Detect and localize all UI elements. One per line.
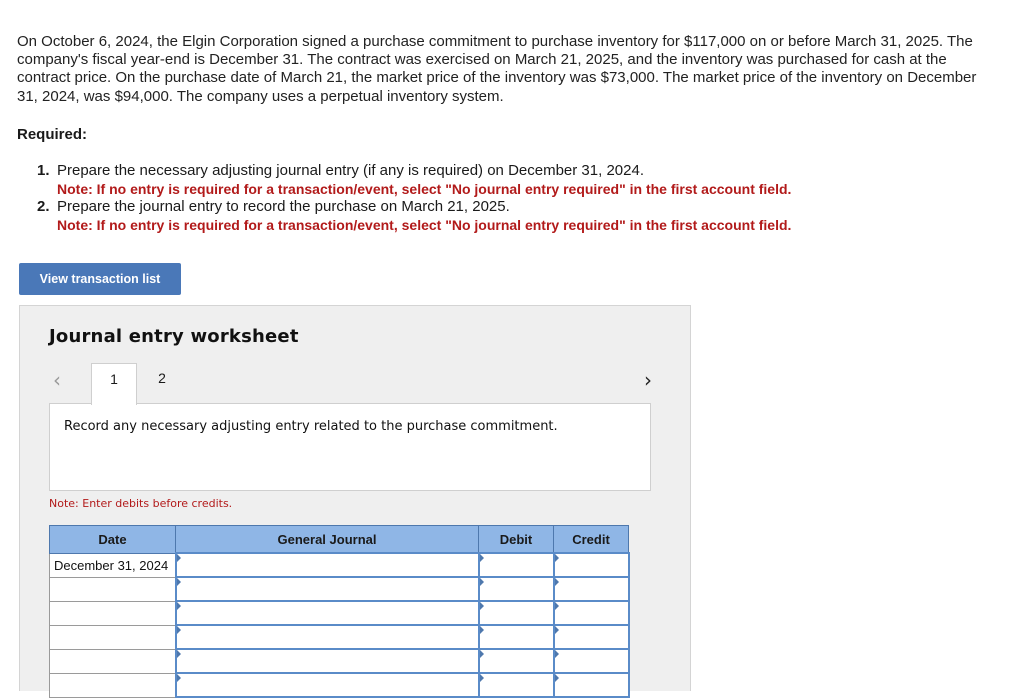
date-cell xyxy=(50,601,176,625)
journal-table xyxy=(49,525,630,698)
requirement-number: 2. xyxy=(37,198,50,215)
credit-input[interactable] xyxy=(554,577,629,601)
chevron-right-icon[interactable]: › xyxy=(644,368,652,392)
requirement-note: Note: If no entry is required for a transaction/event, select "No journal entry required" in the first account field. xyxy=(57,181,792,197)
table-row xyxy=(50,673,629,697)
date-cell xyxy=(50,625,176,649)
debit-input[interactable] xyxy=(479,673,554,697)
required-heading: Required: xyxy=(17,126,88,143)
instruction-box xyxy=(49,403,651,491)
account-input[interactable] xyxy=(176,577,479,601)
debit-input[interactable] xyxy=(479,625,554,649)
debit-input[interactable] xyxy=(479,553,554,577)
credit-input[interactable] xyxy=(554,649,629,673)
table-row xyxy=(50,601,629,625)
credit-input[interactable] xyxy=(554,601,629,625)
table-row xyxy=(50,625,629,649)
chevron-left-icon[interactable]: ‹ xyxy=(53,368,61,392)
credit-input[interactable] xyxy=(554,553,629,577)
debit-input[interactable] xyxy=(479,601,554,625)
credit-input[interactable] xyxy=(554,673,629,697)
debit-input[interactable] xyxy=(479,649,554,673)
date-cell xyxy=(50,673,176,697)
account-input[interactable] xyxy=(176,649,479,673)
requirements-list xyxy=(37,162,917,234)
requirement-1 xyxy=(37,162,917,198)
table-row xyxy=(50,553,629,577)
credit-input[interactable] xyxy=(554,625,629,649)
debit-header: Debit xyxy=(479,526,554,554)
date-cell: December 31, 2024 xyxy=(50,553,176,577)
tab-1[interactable]: 1 xyxy=(91,363,137,405)
instruction-text: Record any necessary adjusting entry related to the purchase commitment. xyxy=(64,419,558,434)
account-input[interactable] xyxy=(176,625,479,649)
account-input[interactable] xyxy=(176,553,479,577)
table-row xyxy=(50,649,629,673)
general-journal-header: General Journal xyxy=(176,526,479,554)
date-cell xyxy=(50,649,176,673)
worksheet-title: Journal entry worksheet xyxy=(49,326,299,347)
requirement-2 xyxy=(37,198,917,234)
table-row xyxy=(50,577,629,601)
debit-input[interactable] xyxy=(479,577,554,601)
view-transaction-list-button[interactable]: View transaction list xyxy=(19,263,181,295)
requirement-text: Prepare the necessary adjusting journal entry (if any is required) on December 31, 2024. xyxy=(57,162,644,179)
date-header: Date xyxy=(50,526,176,554)
problem-statement: On October 6, 2024, the Elgin Corporation signed a purchase commitment to purchase inventory for $117,000 on or before March 31, 2025. The company's fiscal year-end is December 31. The contract was exercised on March 21, 2025, and the inventory was purchased for cash at the contract price. On the purchase date of March 21, the market price of the inventory was $73,000. The market price of the inventory on December 31, 2024, was $94,000. The company uses a perpetual inventory system. xyxy=(17,33,977,105)
credit-header: Credit xyxy=(554,526,629,554)
account-input[interactable] xyxy=(176,673,479,697)
journal-entry-worksheet xyxy=(19,305,691,691)
requirement-number: 1. xyxy=(37,162,50,179)
tab-2[interactable]: 2 xyxy=(158,370,166,386)
requirement-text: Prepare the journal entry to record the purchase on March 21, 2025. xyxy=(57,198,510,215)
date-cell xyxy=(50,577,176,601)
account-input[interactable] xyxy=(176,601,479,625)
debits-note: Note: Enter debits before credits. xyxy=(49,497,233,510)
requirement-note: Note: If no entry is required for a transaction/event, select "No journal entry required" in the first account field. xyxy=(57,217,792,233)
